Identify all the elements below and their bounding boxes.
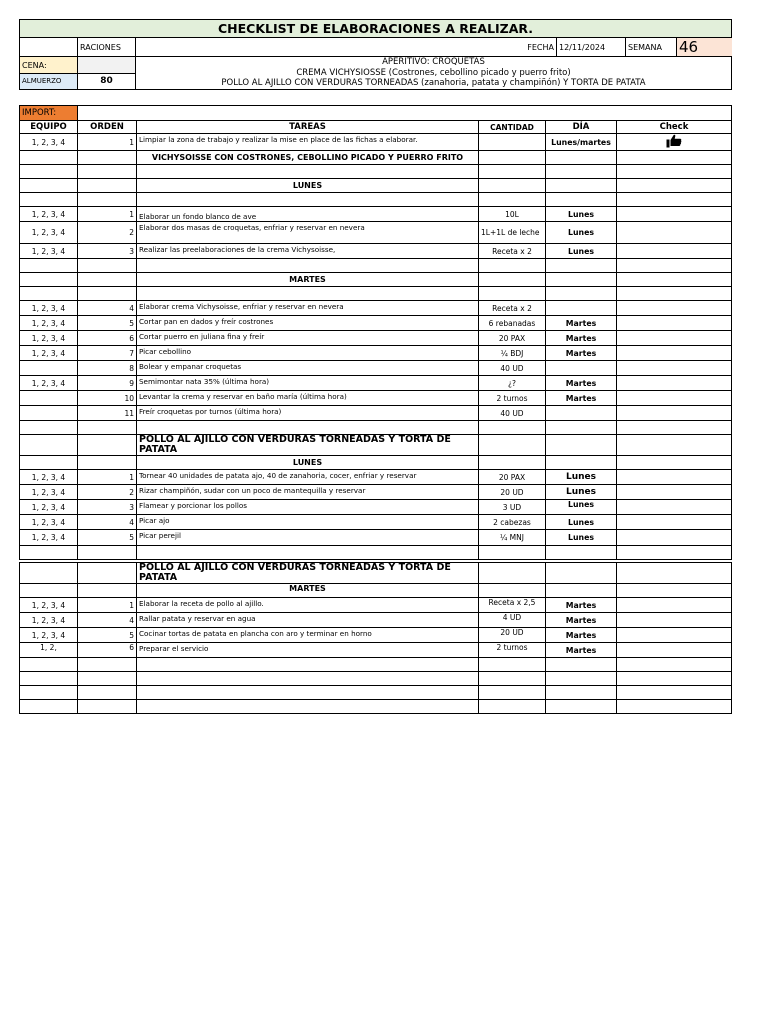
orden-cell: 6 (78, 331, 137, 346)
orden-cell: 9 (78, 376, 137, 391)
col-check: Check (617, 121, 732, 134)
dia-cell: Lunes (546, 222, 617, 244)
cantidad-cell: ¿? (479, 376, 546, 391)
equipo-cell: 1, 2, 3, 4 (20, 515, 78, 530)
day-label-row (20, 179, 732, 193)
tarea-cell: Elaborar la receta de pollo al ajillo. (137, 598, 479, 613)
equipo-cell: 1, 2, 3, 4 (20, 530, 78, 546)
tarea-cell: Elaborar un fondo blanco de ave (137, 207, 479, 222)
check-cell[interactable] (617, 598, 732, 613)
cantidad-cell: 2 cabezas (479, 515, 546, 530)
table-row (20, 207, 732, 222)
table-row (20, 376, 732, 391)
orden-cell: 4 (78, 301, 137, 316)
dia-cell: Martes (546, 376, 617, 391)
blank-cell (20, 38, 78, 57)
equipo-cell (20, 406, 78, 421)
cantidad-cell: 20 PAX (479, 331, 546, 346)
col-orden: ORDEN (78, 121, 137, 134)
equipo-cell: 1, 2, 3, 4 (20, 316, 78, 331)
orden-cell: 5 (78, 530, 137, 546)
orden-cell: 7 (78, 346, 137, 361)
col-cantidad: CANTIDAD (479, 121, 546, 134)
tarea-cell: Realizar las preelaboraciones de la crema Vichysoisse, (137, 244, 479, 259)
check-cell[interactable] (617, 628, 732, 643)
check-cell[interactable] (617, 515, 732, 530)
fecha-label: FECHA (512, 38, 557, 57)
table-row (20, 643, 732, 658)
tarea-cell: Preparar el servicio (137, 643, 479, 658)
dia-cell: Lunes (546, 470, 617, 485)
tasks-table-2 (19, 562, 732, 714)
section-title: VICHYSOISSE CON COSTRONES, CEBOLLINO PICADO Y PUERRO FRITO (137, 151, 479, 165)
check-cell[interactable] (617, 331, 732, 346)
table-row (20, 628, 732, 643)
blank-row (20, 287, 732, 301)
fecha-value[interactable]: 12/11/2024 (557, 38, 626, 57)
check-cell[interactable] (617, 391, 732, 406)
day-label-row (20, 273, 732, 287)
tarea-cell: Rallar patata y reservar en agua (137, 613, 479, 628)
check-cell[interactable] (617, 376, 732, 391)
orden-cell: 4 (78, 515, 137, 530)
almuerzo-raciones[interactable]: 80 (78, 74, 136, 89)
tarea-cell: Tornear 40 unidades de patata ajo, 40 de zanahoria, cocer, enfriar y reservar (137, 470, 479, 485)
dia-cell: Martes (546, 598, 617, 613)
day-label: LUNES (137, 179, 479, 193)
cantidad-cell: 3 UD (479, 500, 546, 515)
check-cell[interactable] (617, 207, 732, 222)
orden-cell: 5 (78, 316, 137, 331)
equipo-cell (20, 361, 78, 376)
table-row (20, 530, 732, 546)
dia-cell: Lunes (546, 530, 617, 546)
table-row (20, 134, 732, 151)
raciones-label: RACIONES (78, 38, 136, 57)
equipo-cell: 1, 2, 3, 4 (20, 628, 78, 643)
cantidad-cell: 40 UD (479, 406, 546, 421)
cantidad-cell: Receta x 2,5 (479, 598, 546, 613)
check-cell[interactable] (617, 316, 732, 331)
equipo-cell: 1, 2, 3, 4 (20, 346, 78, 361)
table-row (20, 598, 732, 613)
orden-cell: 6 (78, 643, 137, 658)
header-table (19, 19, 732, 90)
menu-line-2: CREMA VICHYSIOSSE (Costrones, cebollino picado y puerro frito) (296, 67, 571, 78)
orden-cell: 1 (78, 207, 137, 222)
equipo-cell: 1, 2, 3, 4 (20, 222, 78, 244)
semana-value[interactable]: 46 (677, 38, 732, 56)
tarea-cell: Freír croquetas por turnos (última hora) (137, 406, 479, 421)
day-label: LUNES (137, 456, 479, 470)
menu-header-blank (136, 38, 512, 57)
cantidad-cell: ¼ BDJ (479, 346, 546, 361)
col-equipo: EQUIPO (20, 121, 78, 134)
blank-row (20, 700, 732, 714)
dia-cell: Martes (546, 391, 617, 406)
import-value[interactable] (78, 106, 732, 121)
cantidad-cell: 2 turnos (479, 643, 546, 658)
blank-row (20, 193, 732, 207)
check-cell[interactable] (617, 406, 732, 421)
cantidad-cell: Receta x 2 (479, 244, 546, 259)
tarea-cell: Bolear y empanar croquetas (137, 361, 479, 376)
orden-cell: 1 (78, 470, 137, 485)
equipo-cell: 1, 2, 3, 4 (20, 376, 78, 391)
equipo-cell: 1, 2, 3, 4 (20, 598, 78, 613)
tarea-cell: Cortar puerro en juliana fina y freír (137, 331, 479, 346)
check-cell[interactable] (617, 222, 732, 244)
check-cell[interactable] (617, 361, 732, 376)
table-row (20, 331, 732, 346)
dia-cell: Martes (546, 316, 617, 331)
cantidad-cell: 40 UD (479, 361, 546, 376)
check-cell[interactable] (617, 244, 732, 259)
check-cell[interactable] (617, 485, 732, 500)
table-row (20, 406, 732, 421)
dia-cell: Martes (546, 331, 617, 346)
equipo-cell: 1, 2, 3, 4 (20, 134, 78, 151)
equipo-cell (20, 391, 78, 406)
menu-line-3: POLLO AL AJILLO CON VERDURAS TORNEADAS (zanahoria, patata y champiñón) Y TORTA DE PATATA (221, 78, 646, 88)
dia-cell: Lunes (546, 244, 617, 259)
dia-cell (546, 406, 617, 421)
tarea-cell: Rizar champiñón, sudar con un poco de mantequilla y reservar (137, 485, 479, 500)
dia-cell: Lunes (546, 500, 617, 515)
table-row (20, 613, 732, 628)
tarea-cell: Levantar la crema y reservar en baño maría (última hora) (137, 391, 479, 406)
tarea-cell: Elaborar dos masas de croquetas, enfriar y reservar en nevera (137, 222, 479, 244)
tarea-cell: Limpiar la zona de trabajo y realizar la mise en place de las fichas a elaborar. (137, 134, 479, 151)
orden-cell: 4 (78, 613, 137, 628)
day-label: MARTES (137, 584, 479, 598)
section-title-row (20, 563, 732, 584)
check-cell[interactable] (617, 643, 732, 658)
orden-cell: 2 (78, 222, 137, 244)
orden-cell: 11 (78, 406, 137, 421)
day-label: MARTES (137, 273, 479, 287)
day-label-row (20, 584, 732, 598)
orden-cell: 1 (78, 598, 137, 613)
tarea-cell: Flamear y porcionar los pollos (137, 500, 479, 515)
thumbs-up-icon (666, 134, 682, 148)
equipo-cell: 1, 2, 3, 4 (20, 207, 78, 222)
orden-cell: 8 (78, 361, 137, 376)
tarea-cell: Cocinar tortas de patata en plancha con aro y terminar en horno (137, 628, 479, 643)
tarea-cell: Picar perejil (137, 530, 479, 546)
tarea-cell: Elaborar crema Vichysoisse, enfriar y reservar en nevera (137, 301, 479, 316)
blank-row (20, 546, 732, 560)
dia-cell (546, 361, 617, 376)
check-cell[interactable] (617, 500, 732, 515)
section-title-row (20, 435, 732, 456)
equipo-cell: 1, 2, 3, 4 (20, 331, 78, 346)
check-cell[interactable] (617, 301, 732, 316)
check-cell[interactable] (617, 134, 732, 151)
table-row (20, 244, 732, 259)
cantidad-cell: Receta x 2 (479, 301, 546, 316)
orden-cell: 2 (78, 485, 137, 500)
blank-row (20, 658, 732, 672)
cena-raciones[interactable] (78, 57, 136, 74)
cantidad-cell: 6 rebanadas (479, 316, 546, 331)
dia-cell: Martes (546, 346, 617, 361)
cantidad-cell: 1L+1L de leche (479, 222, 546, 244)
equipo-cell: 1, 2, (20, 643, 78, 658)
day-label-row (20, 456, 732, 470)
section-title-row (20, 151, 732, 165)
table-row (20, 470, 732, 485)
blank-row (20, 165, 732, 179)
orden-cell: 1 (78, 134, 137, 151)
import-label: IMPORT: (20, 106, 78, 121)
cantidad-cell: 20 UD (479, 628, 546, 643)
table-row (20, 391, 732, 406)
check-cell[interactable] (617, 530, 732, 546)
table-row (20, 485, 732, 500)
dia-cell: Lunes (546, 207, 617, 222)
orden-cell: 3 (78, 500, 137, 515)
orden-cell: 10 (78, 391, 137, 406)
table-row (20, 316, 732, 331)
check-cell[interactable] (617, 346, 732, 361)
col-tareas: TAREAS (137, 121, 479, 134)
check-cell[interactable] (617, 470, 732, 485)
blank-row (20, 259, 732, 273)
cantidad-cell: 10L (479, 207, 546, 222)
semana-label: SEMANA (626, 38, 677, 56)
almuerzo-label: ALMUERZO (20, 74, 78, 89)
menu-description (136, 57, 732, 90)
blank-row (20, 421, 732, 435)
menu-line-1: APERITIVO: CROQUETAS (382, 57, 485, 67)
check-cell[interactable] (617, 613, 732, 628)
column-header-row (20, 121, 732, 134)
dia-cell: Martes (546, 613, 617, 628)
orden-cell: 5 (78, 628, 137, 643)
equipo-cell: 1, 2, 3, 4 (20, 485, 78, 500)
table-row (20, 346, 732, 361)
table-row (20, 500, 732, 515)
section-title: POLLO AL AJILLO CON VERDURAS TORNEADAS Y TORTA DE PATATA (137, 563, 479, 584)
cantidad-cell (479, 134, 546, 151)
tarea-cell: Picar ajo (137, 515, 479, 530)
tarea-cell: Cortar pan en dados y freír costrones (137, 316, 479, 331)
cantidad-cell: ¼ MNJ (479, 530, 546, 546)
dia-cell: Martes (546, 628, 617, 643)
dia-cell: Martes (546, 643, 617, 658)
equipo-cell: 1, 2, 3, 4 (20, 244, 78, 259)
tarea-cell: Semimontar nata 35% (última hora) (137, 376, 479, 391)
cantidad-cell: 2 turnos (479, 391, 546, 406)
tasks-table-1 (19, 105, 732, 560)
cantidad-cell: 4 UD (479, 613, 546, 628)
orden-cell: 3 (78, 244, 137, 259)
equipo-cell: 1, 2, 3, 4 (20, 470, 78, 485)
col-dia: DÍA (546, 121, 617, 134)
dia-cell (546, 301, 617, 316)
table-row (20, 515, 732, 530)
section-title: POLLO AL AJILLO CON VERDURAS TORNEADAS Y TORTA DE PATATA (137, 435, 479, 456)
equipo-cell: 1, 2, 3, 4 (20, 613, 78, 628)
dia-cell: Lunes (546, 485, 617, 500)
table-row (20, 222, 732, 244)
cantidad-cell: 20 PAX (479, 470, 546, 485)
blank-row (20, 672, 732, 686)
page-title: CHECKLIST DE ELABORACIONES A REALIZAR. (20, 20, 732, 38)
dia-cell: Lunes/martes (546, 134, 617, 151)
cena-label: CENA: (20, 57, 78, 74)
cantidad-cell: 20 UD (479, 485, 546, 500)
equipo-cell: 1, 2, 3, 4 (20, 500, 78, 515)
table-row (20, 301, 732, 316)
dia-cell: Lunes (546, 515, 617, 530)
table-row (20, 361, 732, 376)
tarea-cell: Picar cebollino (137, 346, 479, 361)
blank-row (20, 686, 732, 700)
equipo-cell: 1, 2, 3, 4 (20, 301, 78, 316)
